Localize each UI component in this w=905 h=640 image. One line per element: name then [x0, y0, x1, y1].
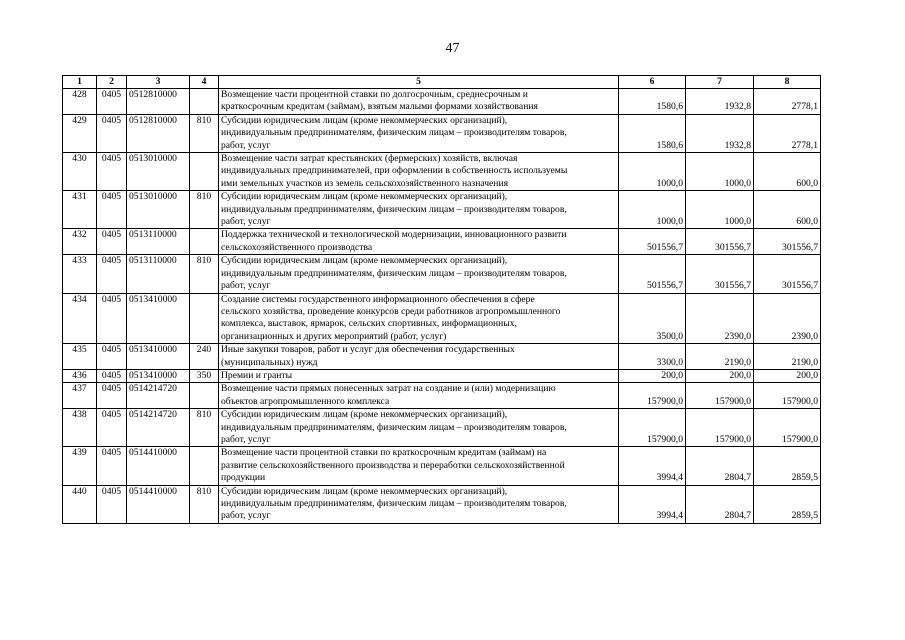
amount-col-8: 200,0	[754, 369, 821, 382]
header-col-1: 1	[63, 76, 97, 89]
description-line: Субсидии юридическим лицам (кроме некоммерческих организаций),	[221, 255, 508, 267]
target-article-code: 0514214720	[127, 409, 190, 447]
description-line: индивидуальным предпринимателям, физическим лицам – производителям товаров,	[221, 127, 567, 139]
description-cell	[219, 229, 619, 255]
description-line: Субсидии юридическим лицам (кроме некоммерческих организаций),	[221, 485, 508, 497]
row-number: 440	[63, 485, 97, 523]
section-code: 0405	[97, 383, 127, 409]
description-line: Возмещение части затрат крестьянских (фермерских) хозяйств, включая	[221, 153, 518, 165]
row-number: 428	[63, 89, 97, 115]
table-row	[63, 153, 821, 191]
row-number: 433	[63, 255, 97, 293]
target-article-code: 0514410000	[127, 447, 190, 485]
description-cell	[219, 255, 619, 293]
description-cell	[219, 485, 619, 523]
amount-col-7: 157900,0	[686, 383, 754, 409]
target-article-code: 0513110000	[127, 229, 190, 255]
description-line: Создание системы государственного информационного обеспечения в сфере	[221, 293, 535, 305]
amount-col-8: 301556,7	[754, 255, 821, 293]
table-row	[63, 293, 821, 344]
amount-col-7: 301556,7	[686, 255, 754, 293]
expense-type-code	[190, 293, 219, 344]
amount-col-8: 2859,5	[754, 447, 821, 485]
description-cell	[219, 114, 619, 152]
description-line: объектов агропромышленного комплекса	[221, 395, 390, 407]
description-line: работ, услуг	[221, 139, 271, 151]
expense-type-code: 810	[190, 114, 219, 152]
description-line: Возмещение части прямых понесенных затрат на создание и (или) модернизацию	[221, 383, 556, 395]
description-cell	[219, 447, 619, 485]
target-article-code: 0513110000	[127, 255, 190, 293]
description-line: ими земельных участков из земель сельскохозяйственного назначения	[221, 177, 508, 189]
expense-type-code: 810	[190, 255, 219, 293]
table-row	[63, 229, 821, 255]
description-cell	[219, 191, 619, 229]
description-line: индивидуальным предпринимателям, физическим лицам – производителям товаров,	[221, 267, 567, 279]
amount-col-6: 1580,6	[619, 114, 686, 152]
amount-col-7: 1932,8	[686, 114, 754, 152]
description-line: Возмещение части процентной ставки по краткосрочным кредитам (займам) на	[221, 447, 547, 459]
amount-col-6: 1000,0	[619, 153, 686, 191]
amount-col-7: 2190,0	[686, 344, 754, 370]
amount-col-6: 157900,0	[619, 409, 686, 447]
amount-col-7: 1000,0	[686, 191, 754, 229]
target-article-code: 0513410000	[127, 344, 190, 370]
table-row	[63, 447, 821, 485]
description-line: индивидуальным предпринимателям, физическим лицам – производителям товаров,	[221, 421, 567, 433]
header-col-4: 4	[190, 76, 219, 89]
table-row	[63, 344, 821, 370]
description-line: развитие сельскохозяйственного производства и переработки сельскохозяйственной	[221, 459, 565, 471]
description-line: сельского хозяйства, проведение конкурсов среди работников агропромышленного	[221, 305, 561, 317]
expense-type-code	[190, 153, 219, 191]
target-article-code: 0512810000	[127, 89, 190, 115]
header-col-8: 8	[754, 76, 821, 89]
section-code: 0405	[97, 255, 127, 293]
amount-col-8: 600,0	[754, 153, 821, 191]
section-code: 0405	[97, 344, 127, 370]
section-code: 0405	[97, 409, 127, 447]
table-row	[63, 255, 821, 293]
description-line: (муниципальных) нужд	[221, 356, 318, 368]
description-line: Иные закупки товаров, работ и услуг для обеспечения государственных	[221, 344, 515, 356]
target-article-code: 0513410000	[127, 369, 190, 382]
amount-col-8: 600,0	[754, 191, 821, 229]
amount-col-6: 157900,0	[619, 383, 686, 409]
description-line: работ, услуг	[221, 280, 271, 292]
amount-col-8: 301556,7	[754, 229, 821, 255]
amount-col-6: 1580,6	[619, 89, 686, 115]
expense-type-code: 810	[190, 409, 219, 447]
row-number: 434	[63, 293, 97, 344]
section-code: 0405	[97, 485, 127, 523]
header-col-3: 3	[127, 76, 190, 89]
description-cell	[219, 293, 619, 344]
description-cell	[219, 153, 619, 191]
row-number: 436	[63, 369, 97, 382]
amount-col-7: 2804,7	[686, 447, 754, 485]
description-line: индивидуальным предпринимателям, физическим лицам – производителям товаров,	[221, 498, 567, 509]
description-line: Премии и гранты	[221, 369, 293, 381]
amount-col-6: 3300,0	[619, 344, 686, 370]
target-article-code: 0513010000	[127, 191, 190, 229]
table-row	[63, 485, 821, 523]
amount-col-8: 2859,5	[754, 485, 821, 523]
row-number: 439	[63, 447, 97, 485]
expense-type-code	[190, 447, 219, 485]
description-line: Возмещение части процентной ставки по долгосрочным, среднесрочным и	[221, 89, 528, 100]
table-row	[63, 409, 821, 447]
table-body	[63, 89, 821, 524]
table-row	[63, 369, 821, 382]
header-col-5: 5	[219, 76, 619, 89]
amount-col-8: 2778,1	[754, 89, 821, 115]
section-code: 0405	[97, 229, 127, 255]
description-line: краткосрочным кредитам (займам), взятым малыми формами хозяйствования	[221, 101, 538, 113]
amount-col-7: 1000,0	[686, 153, 754, 191]
table-row	[63, 89, 821, 115]
amount-col-6: 200,0	[619, 369, 686, 382]
description-cell	[219, 344, 619, 370]
description-line: Субсидии юридическим лицам (кроме некоммерческих организаций),	[221, 191, 508, 203]
target-article-code: 0514410000	[127, 485, 190, 523]
description-line: индивидуальным предпринимателям, физическим лицам – производителям товаров,	[221, 203, 567, 215]
row-number: 429	[63, 114, 97, 152]
description-line: индивидуальных предпринимателей, при оформлении в собственность используемы	[221, 165, 568, 177]
description-line: Субсидии юридическим лицам (кроме некоммерческих организаций),	[221, 409, 508, 421]
description-line: сельскохозяйственного производства	[221, 241, 373, 253]
header-col-2: 2	[97, 76, 127, 89]
row-number: 430	[63, 153, 97, 191]
description-line: организационных и других мероприятий (работ, услуг)	[221, 330, 447, 342]
row-number: 437	[63, 383, 97, 409]
amount-col-6: 3994,4	[619, 447, 686, 485]
page-number: 47	[445, 41, 460, 56]
budget-table	[62, 75, 821, 524]
section-code: 0405	[97, 369, 127, 382]
amount-col-8: 157900,0	[754, 383, 821, 409]
amount-col-8: 2778,1	[754, 114, 821, 152]
description-cell	[219, 383, 619, 409]
amount-col-8: 2190,0	[754, 344, 821, 370]
amount-col-7: 2804,7	[686, 485, 754, 523]
header-col-7: 7	[686, 76, 754, 89]
target-article-code: 0513410000	[127, 293, 190, 344]
row-number: 431	[63, 191, 97, 229]
amount-col-6: 3500,0	[619, 293, 686, 344]
expense-type-code: 810	[190, 485, 219, 523]
expense-type-code	[190, 89, 219, 115]
description-cell	[219, 409, 619, 447]
description-line: Поддержка технической и технологической модернизации, инновационного развити	[221, 229, 567, 241]
amount-col-7: 2390,0	[686, 293, 754, 344]
row-number: 438	[63, 409, 97, 447]
header-row	[63, 76, 821, 89]
table-row	[63, 191, 821, 229]
amount-col-6: 1000,0	[619, 191, 686, 229]
amount-col-7: 301556,7	[686, 229, 754, 255]
section-code: 0405	[97, 191, 127, 229]
table-row	[63, 383, 821, 409]
description-line: работ, услуг	[221, 433, 271, 445]
target-article-code: 0514214720	[127, 383, 190, 409]
expense-type-code	[190, 383, 219, 409]
amount-col-6: 3994,4	[619, 485, 686, 523]
header-col-6: 6	[619, 76, 686, 89]
section-code: 0405	[97, 153, 127, 191]
section-code: 0405	[97, 114, 127, 152]
amount-col-7: 200,0	[686, 369, 754, 382]
amount-col-7: 1932,8	[686, 89, 754, 115]
expense-type-code	[190, 229, 219, 255]
description-line: работ, услуг	[221, 216, 271, 228]
table-row	[63, 114, 821, 152]
description-line: продукции	[221, 472, 266, 484]
description-cell	[219, 369, 619, 382]
amount-col-8: 157900,0	[754, 409, 821, 447]
expense-type-code: 350	[190, 369, 219, 382]
target-article-code: 0513010000	[127, 153, 190, 191]
amount-col-8: 2390,0	[754, 293, 821, 344]
amount-col-7: 157900,0	[686, 409, 754, 447]
row-number: 432	[63, 229, 97, 255]
expense-type-code: 810	[190, 191, 219, 229]
description-line: комплекса, выставок, ярмарок, сельских спортивных, информационных,	[221, 318, 517, 330]
section-code: 0405	[97, 293, 127, 344]
description-line: работ, услуг	[221, 510, 271, 522]
section-code: 0405	[97, 89, 127, 115]
amount-col-6: 501556,7	[619, 229, 686, 255]
target-article-code: 0512810000	[127, 114, 190, 152]
description-line: Субсидии юридическим лицам (кроме некоммерческих организаций),	[221, 114, 508, 126]
section-code: 0405	[97, 447, 127, 485]
description-cell	[219, 89, 619, 115]
amount-col-6: 501556,7	[619, 255, 686, 293]
expense-type-code: 240	[190, 344, 219, 370]
row-number: 435	[63, 344, 97, 370]
